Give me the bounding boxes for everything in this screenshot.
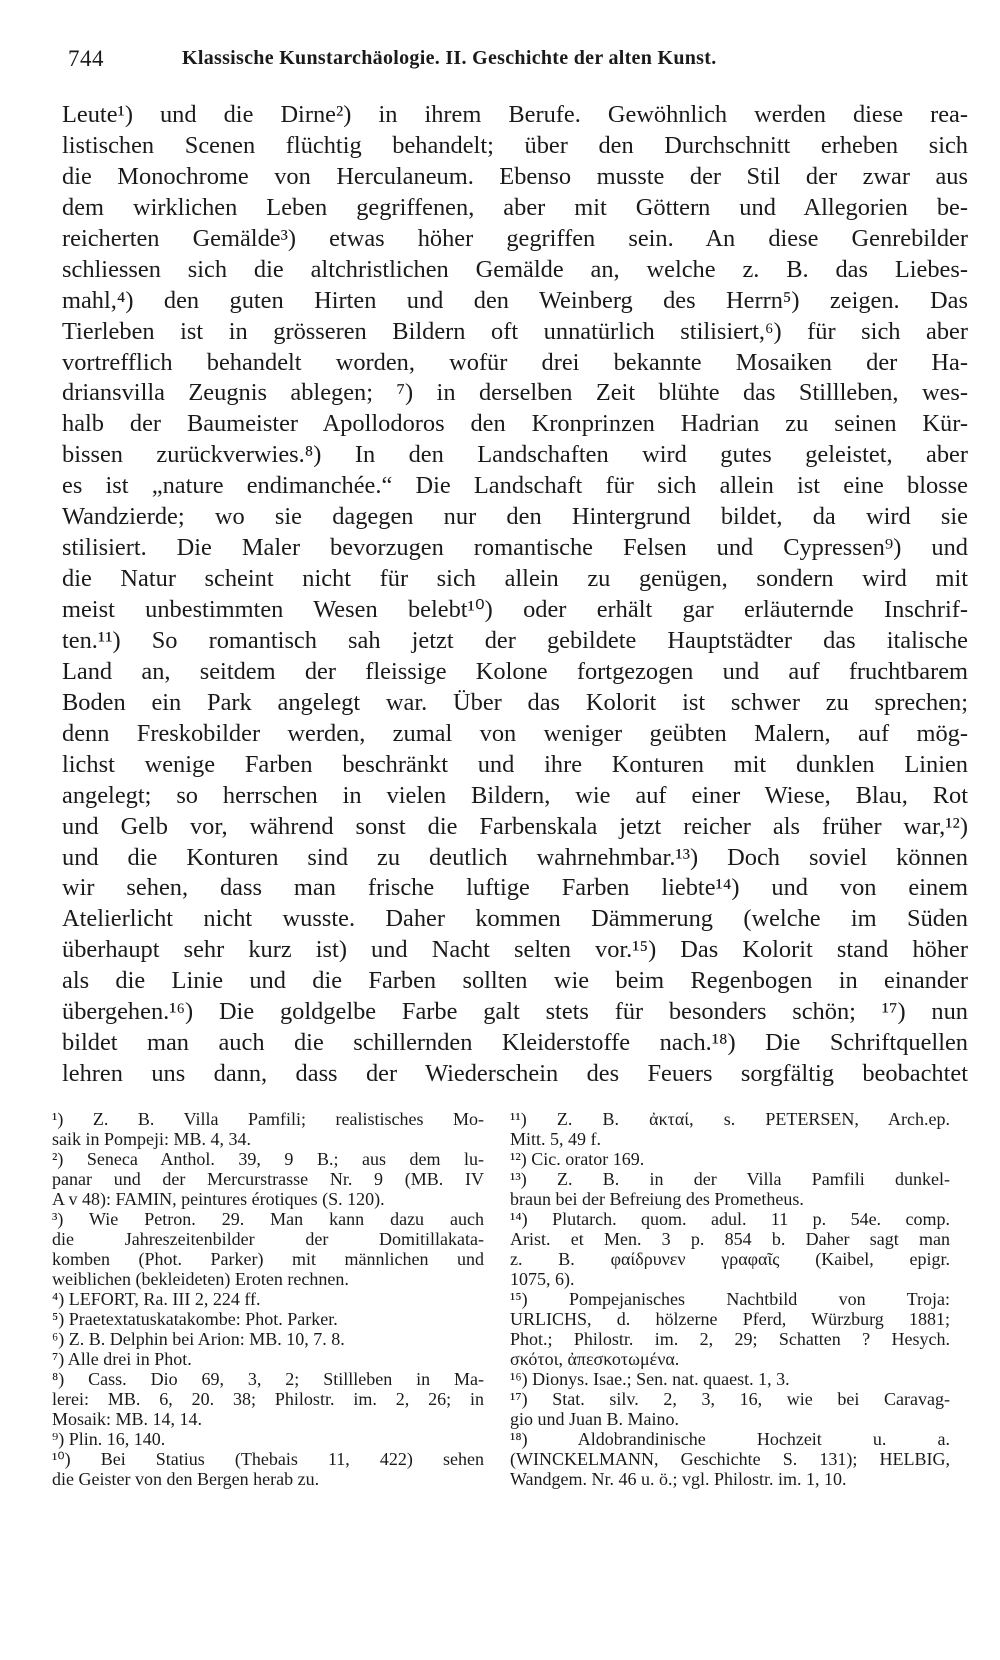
footnote-line: ¹) Z. B. Villa Pamfili; realistisches Mo- [52, 1109, 484, 1129]
footnote-line: Mosaik: MB. 14, 14. [52, 1408, 203, 1429]
footnote-line: ¹⁸) Aldobrandinische Hochzeit u. a. [510, 1428, 950, 1449]
text-line: denn Freskobilder werden, zumal von weniger geübten Malern, auf mög- [62, 719, 968, 747]
footnote-line: 1075, 6). [510, 1268, 575, 1289]
footnote-line: braun bei der Befreiung des Prometheus. [510, 1188, 804, 1209]
footnote-line: ³) Wie Petron. 29. Man kann dazu auch [52, 1208, 484, 1229]
footnote-line: Mitt. 5, 49 f. [510, 1128, 602, 1149]
text-line: überhaupt sehr kurz ist) und Nacht selten vor.¹⁵) Das Kolorit stand höher [62, 936, 968, 964]
footnote-line: ¹¹) Z. B. ἀκταί, s. PETERSEN, Arch.ep. [510, 1109, 950, 1129]
text-line: lehren uns dann, dass der Wiederschein des Feuers sorgfältig beobachtet [62, 1060, 968, 1088]
footnotes-right-column [510, 1110, 950, 1490]
text-line: schliessen sich die altchristlichen Gemälde an, welche z. B. das Liebes- [62, 255, 968, 283]
footnote-line: ¹⁵) Pompejanisches Nachtbild von Troja: [510, 1288, 950, 1309]
footnote-line: Arist. et Men. 3 p. 854 b. Daher sagt man [510, 1228, 950, 1249]
text-line: reicherten Gemälde³) etwas höher gegriffen sein. An diese Genrebilder [62, 224, 968, 252]
footnote-line: ⁸) Cass. Dio 69, 3, 2; Stillleben in Ma- [52, 1368, 484, 1389]
text-line: meist unbestimmten Wesen belebt¹⁰) oder erhält gar erläuternde Inschrif- [62, 596, 968, 623]
footnote-line: saik in Pompeji: MB. 4, 34. [52, 1128, 252, 1149]
footnote-line: A v 48): FAMIN, peintures érotiques (S. 120). [52, 1188, 385, 1209]
text-line: lichst wenige Farben beschränkt und ihre Konturen mit dunklen Linien [62, 750, 968, 778]
text-line: Land an, seitdem der fleissige Kolone fortgezogen und auf fruchtbarem [62, 657, 968, 685]
footnote-line: weiblichen (bekleideten) Eroten rechnen. [52, 1268, 349, 1289]
text-line: Tierleben ist in grösseren Bildern oft unnatürlich stilisiert,⁶) für sich aber [62, 317, 968, 345]
footnote-line: die Jahreszeitenbilder der Domitillakata- [52, 1228, 484, 1249]
text-line: Atelierlicht nicht wusste. Daher kommen Dämmerung (welche im Süden [62, 905, 968, 933]
text-line: bildet man auch die schillernden Kleiderstoffe nach.¹⁸) Die Schriftquellen [62, 1029, 968, 1057]
footnote-line: ¹⁶) Dionys. Isae.; Sen. nat. quaest. 1, 3. [510, 1368, 790, 1389]
footnote-line: ²) Seneca Anthol. 39, 9 B.; aus dem lu- [52, 1148, 484, 1169]
text-line: und die Konturen sind zu deutlich wahrnehmbar.¹³) Doch soviel können [62, 843, 968, 871]
footnote-line: ⁵) Praetextatuskatakombe: Phot. Parker. [52, 1308, 338, 1329]
text-line: angelegt; so herrschen in vielen Bildern, wie auf einer Wiese, Blau, Rot [62, 781, 968, 809]
footnote-line: ¹⁷) Stat. silv. 2, 3, 16, wie bei Caravag- [510, 1388, 950, 1409]
text-line: die Natur scheint nicht für sich allein zu genügen, sondern wird mit [62, 565, 968, 593]
text-line: Wandzierde; wo sie dagegen nur den Hintergrund bildet, da wird sie [62, 503, 968, 531]
footnote-line: ¹³) Z. B. in der Villa Pamfili dunkel- [510, 1168, 950, 1189]
footnote-line: ⁴) LEFORT, Ra. III 2, 224 ff. [52, 1288, 261, 1309]
page-header [68, 46, 908, 78]
text-line: driansvilla Zeugnis ablegen; ⁷) in derselben Zeit blühte das Stillleben, wes- [62, 379, 968, 407]
footnote-line: die Geister von den Bergen herab zu. [52, 1468, 320, 1489]
text-line: halb der Baumeister Apollodoros den Kronprinzen Hadrian zu seinen Kür- [62, 410, 968, 438]
footnote-line: komben (Phot. Parker) mit männlichen und [52, 1248, 484, 1269]
text-line: Leute¹) und die Dirne²) in ihrem Berufe. Gewöhnlich werden diese rea- [62, 101, 968, 128]
footnote-line: ¹⁴) Plutarch. quom. adul. 11 p. 54e. comp. [510, 1208, 950, 1229]
running-title: Klassische Kunstarchäologie. II. Geschichte der alten Kunst. [182, 47, 717, 69]
text-line: bissen zurückverwies.⁸) In den Landschaften wird gutes geleistet, aber [62, 441, 968, 469]
footnote-line: Wandgem. Nr. 46 u. ö.; vgl. Philostr. im. 1, 10. [510, 1468, 847, 1489]
text-line: die Monochrome von Herculaneum. Ebenso musste der Stil der zwar aus [62, 162, 968, 190]
footnote-line: URLICHS, d. hölzerne Pferd, Würzburg 1881; [510, 1308, 950, 1329]
text-line: mahl,⁴) den guten Hirten und den Weinberg des Herrn⁵) zeigen. Das [62, 286, 968, 314]
text-line: wir sehen, dass man frische luftige Farben liebte¹⁴) und von einem [62, 874, 968, 902]
text-line: es ist „nature endimanchée.“ Die Landschaft für sich allein ist eine blosse [62, 472, 968, 500]
text-line: und Gelb vor, während sonst die Farbenskala jetzt reicher als früher war,¹²) [62, 812, 968, 840]
text-line: als die Linie und die Farben sollten wie beim Regenbogen in einander [62, 967, 968, 995]
footnote-line: gio und Juan B. Maino. [510, 1408, 679, 1429]
footnote-line: ⁷) Alle drei in Phot. [52, 1348, 192, 1369]
footnotes-left-column [52, 1110, 484, 1490]
footnote-line: panar und der Mercurstrasse Nr. 9 (MB. IV [52, 1168, 484, 1189]
footnote-line: Phot.; Philostr. im. 2, 29; Schatten ? Hesych. [510, 1328, 950, 1349]
page-number: 744 [68, 46, 104, 71]
footnote-line: ¹⁰) Bei Statius (Thebais 11, 422) sehen [52, 1448, 484, 1469]
footnote-line: (WINCKELMANN, Geschichte S. 131); HELBIG, [510, 1448, 950, 1469]
main-text [62, 100, 968, 1090]
footnote-line: z. B. φαίδρυνεν γραφαῖς (Kaibel, epigr. [510, 1248, 950, 1269]
footnote-line: ¹²) Cic. orator 169. [510, 1148, 645, 1169]
text-line: übergehen.¹⁶) Die goldgelbe Farbe galt stets für besonders schön; ¹⁷) nun [62, 998, 968, 1026]
text-line: Boden ein Park angelegt war. Über das Kolorit ist schwer zu sprechen; [62, 688, 968, 716]
text-line: stilisiert. Die Maler bevorzugen romantische Felsen und Cypressen⁹) und [62, 534, 968, 562]
footnote-line: lerei: MB. 6, 20. 38; Philostr. im. 2, 26; in [52, 1388, 484, 1409]
text-line: vortrefflich behandelt worden, wofür drei bekannte Mosaiken der Ha- [62, 348, 968, 376]
text-line: ten.¹¹) So romantisch sah jetzt der gebildete Hauptstädter das italische [62, 626, 968, 654]
footnote-line: ⁶) Z. B. Delphin bei Arion: MB. 10, 7. 8. [52, 1328, 345, 1349]
text-line: listischen Scenen flüchtig behandelt; über den Durchschnitt erheben sich [62, 131, 968, 159]
text-line: dem wirklichen Leben gegriffenen, aber mit Göttern und Allegorien be- [62, 193, 968, 221]
footnote-line: ⁹) Plin. 16, 140. [52, 1428, 166, 1449]
footnote-line: σκότοι, ἀπεσκοτωμένα. [510, 1348, 680, 1369]
